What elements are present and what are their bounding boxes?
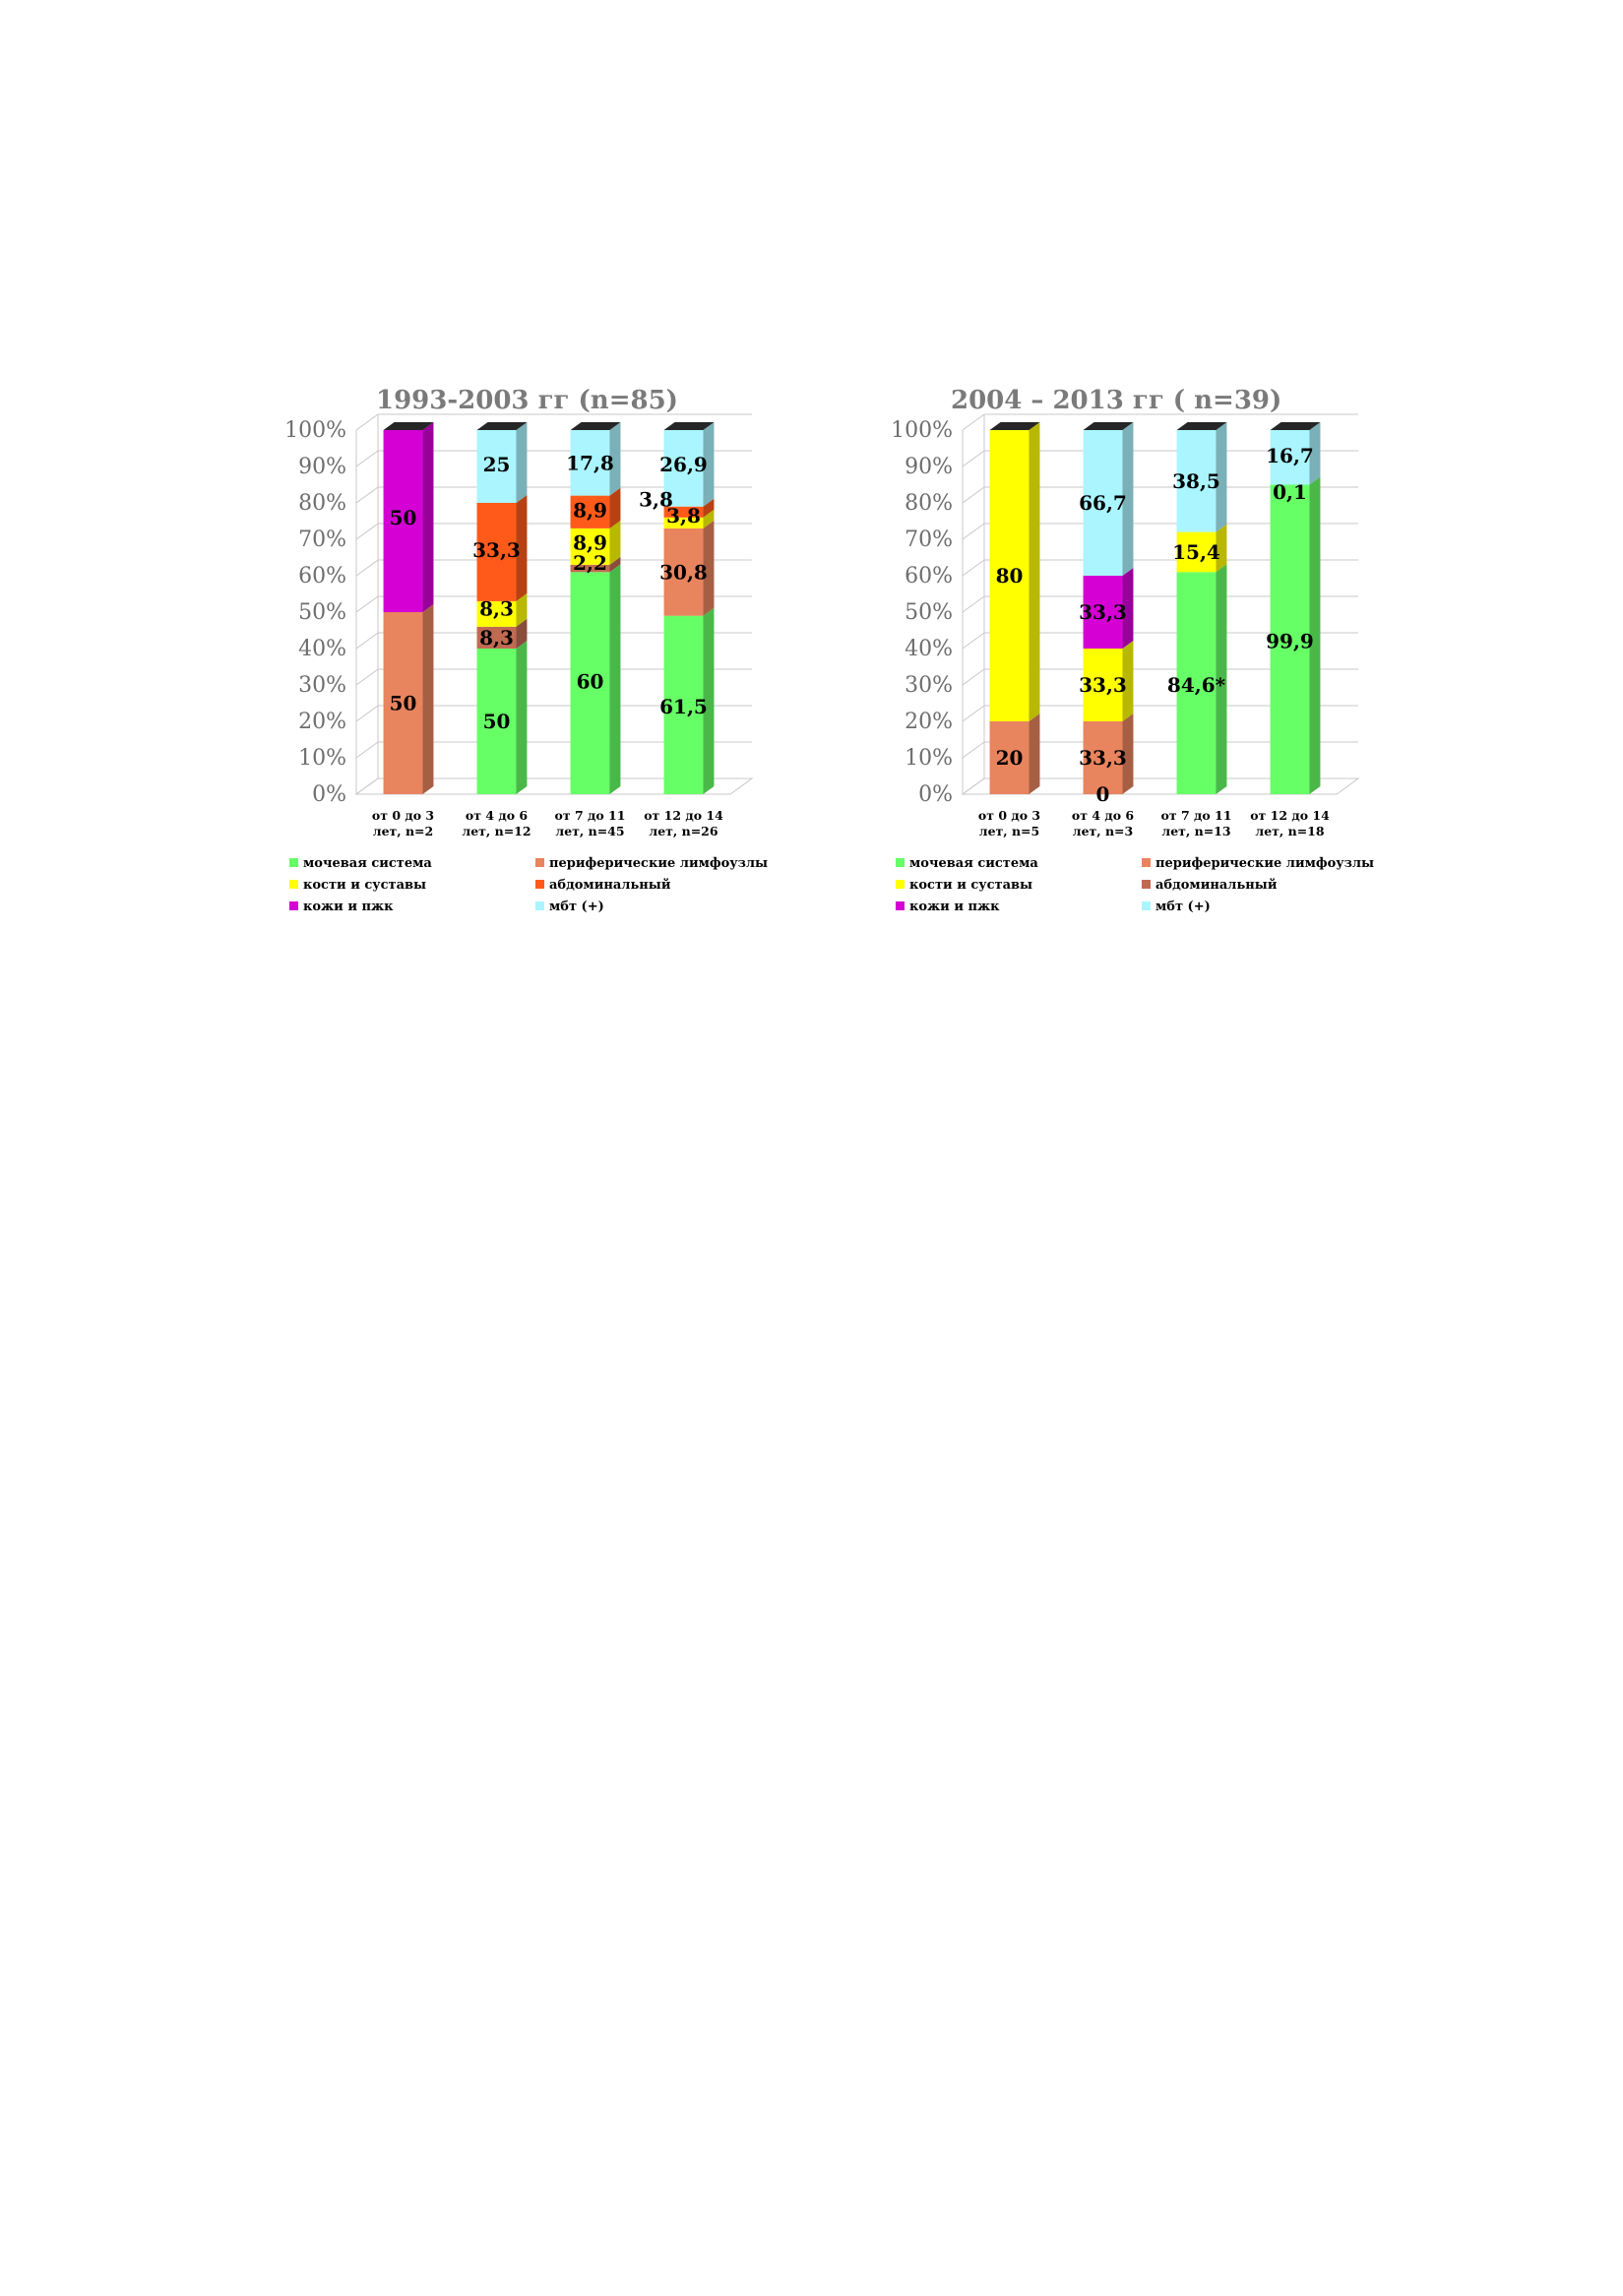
legend-entry: кожи и пжк [909, 900, 1000, 914]
gridline-side [356, 669, 378, 685]
gridline-side [963, 524, 984, 539]
data-label: 33,3 [1079, 673, 1127, 697]
y-tick-label: 40% [905, 637, 953, 661]
legend-swatch [535, 901, 544, 910]
data-label: 66,7 [1079, 491, 1127, 515]
data-label: 61,5 [659, 695, 708, 719]
y-tick-label: 60% [905, 564, 953, 589]
gridline-side [963, 596, 984, 612]
data-label: 30,8 [659, 560, 708, 585]
gridline-side [356, 524, 378, 539]
y-tick-label: 0% [312, 782, 346, 807]
y-tick-label: 100% [891, 418, 953, 443]
data-label: 84,6* [1166, 673, 1226, 697]
gridline-side [356, 414, 378, 430]
data-label: 20 [995, 746, 1024, 770]
legend-swatch [896, 880, 905, 889]
y-tick-label: 70% [905, 527, 953, 552]
data-label: 50 [389, 691, 417, 715]
y-tick-label: 20% [905, 710, 953, 734]
data-label: 16,7 [1266, 443, 1314, 467]
y-tick-label: 0% [918, 782, 953, 807]
y-tick-label: 30% [905, 673, 953, 698]
data-label: 3,8 [639, 487, 673, 512]
bar-stack [990, 422, 1040, 794]
legend-entry: мбт (+) [1155, 900, 1211, 914]
y-tick-label: 10% [298, 746, 346, 771]
y-tick-label: 50% [298, 600, 346, 625]
data-label: 33,3 [472, 538, 521, 563]
x-tick-label: от 4 до 6 [465, 808, 529, 823]
chart-title: 1993-2003 гг (n=85) [376, 386, 678, 415]
legend-entry: кости и суставы [909, 878, 1033, 893]
chart-1993-2003 [258, 379, 789, 930]
legend-swatch [289, 880, 298, 889]
bar-stack [571, 422, 621, 794]
y-tick-label: 50% [905, 600, 953, 625]
y-tick-label: 10% [905, 746, 953, 771]
gridline-side [356, 706, 378, 721]
legend-swatch [1142, 880, 1151, 889]
legend-entry: периферические лимфоузлы [549, 856, 769, 871]
gridline-side [356, 560, 378, 576]
x-tick-label: лет, n=45 [555, 824, 625, 838]
legend-entry: периферические лимфоузлы [1155, 856, 1375, 871]
legend-entry: кости и суставы [303, 878, 427, 893]
x-tick-label: лет, n=13 [1161, 824, 1231, 838]
x-tick-label: лет, n=18 [1255, 824, 1325, 838]
y-tick-label: 80% [298, 491, 346, 516]
legend-swatch [289, 901, 298, 910]
y-tick-label: 30% [298, 673, 346, 698]
data-label: 3,8 [666, 503, 701, 527]
legend-swatch [535, 880, 544, 889]
legend-entry: мочевая система [909, 856, 1038, 871]
data-label: 33,3 [1079, 746, 1127, 770]
data-label: 8,3 [479, 625, 514, 650]
x-tick-label: лет, n=12 [462, 824, 531, 838]
gridline-side [963, 451, 984, 466]
y-tick-label: 70% [298, 527, 346, 552]
data-label: 50 [482, 710, 511, 733]
x-tick-label: от 7 до 11 [554, 808, 626, 823]
data-label: 38,5 [1172, 468, 1220, 493]
chart-svg [864, 379, 1396, 930]
bar-segment-side [422, 422, 433, 612]
data-label: 2,2 [573, 551, 607, 576]
legend [289, 856, 768, 914]
legend-swatch [896, 901, 905, 910]
y-tick-label: 20% [298, 710, 346, 734]
data-label: 80 [995, 564, 1024, 588]
data-label: 25 [482, 453, 511, 477]
gridline-side [963, 706, 984, 721]
y-tick-label: 90% [905, 455, 953, 479]
data-label: 8,9 [573, 498, 607, 523]
gridline-side [963, 669, 984, 685]
bar-segment-side [1029, 714, 1039, 794]
bar-segment-side [516, 641, 527, 794]
x-tick-label: от 4 до 6 [1071, 808, 1135, 823]
data-label: 99,9 [1266, 629, 1314, 653]
y-tick-label: 60% [298, 564, 346, 589]
y-tick-label: 90% [298, 455, 346, 479]
data-label: 8,3 [479, 596, 514, 621]
legend-entry: абдоминальный [549, 878, 671, 893]
x-tick-label: лет, n=3 [1072, 824, 1134, 838]
legend-swatch [896, 858, 905, 867]
chart-2004-2013 [864, 379, 1396, 930]
bar-segment-side [609, 564, 620, 794]
y-tick-label: 100% [284, 418, 346, 443]
bar-segment-side [422, 604, 433, 794]
data-label: 15,4 [1172, 539, 1220, 564]
bar-stack [664, 422, 715, 794]
x-tick-label: от 0 до 3 [371, 808, 435, 823]
legend-entry: мбт (+) [549, 900, 604, 914]
gridline-side [356, 633, 378, 649]
data-label: 0 [1095, 782, 1110, 806]
legend-swatch [1142, 901, 1151, 910]
gridline-side [356, 742, 378, 758]
gridline-side [356, 451, 378, 466]
data-label: 17,8 [566, 451, 614, 475]
bar-stack [384, 422, 434, 794]
bar-segment-side [516, 422, 527, 503]
data-label: 26,9 [659, 453, 708, 477]
data-label: 0,1 [1273, 479, 1307, 504]
data-label: 50 [389, 505, 417, 529]
bar-stack [1271, 422, 1321, 794]
legend-swatch [535, 858, 544, 867]
legend-swatch [289, 858, 298, 867]
x-tick-label: от 12 до 14 [644, 808, 723, 823]
gridline-side [963, 487, 984, 503]
x-tick-label: лет, n=5 [978, 824, 1040, 838]
chart-svg [258, 379, 789, 930]
x-tick-label: от 0 до 3 [977, 808, 1041, 823]
data-label: 60 [576, 669, 604, 694]
legend-entry: мочевая система [303, 856, 432, 871]
chart-title: 2004 – 2013 гг ( n=39) [951, 386, 1282, 415]
y-tick-label: 80% [905, 491, 953, 516]
x-tick-label: от 7 до 11 [1160, 808, 1232, 823]
y-tick-label: 40% [298, 637, 346, 661]
bar-segment-side [1029, 422, 1039, 721]
legend-entry: абдоминальный [1155, 878, 1278, 893]
gridline-side [963, 633, 984, 649]
data-label: 8,9 [573, 530, 607, 555]
x-tick-label: лет, n=2 [372, 824, 434, 838]
gridline-side [963, 560, 984, 576]
x-tick-label: от 12 до 14 [1250, 808, 1330, 823]
legend-swatch [1142, 858, 1151, 867]
gridline-side [963, 414, 984, 430]
legend [896, 856, 1374, 914]
gridline-side [356, 596, 378, 612]
gridline-side [963, 742, 984, 758]
data-label: 33,3 [1079, 600, 1127, 624]
x-tick-label: лет, n=26 [649, 824, 718, 838]
legend-entry: кожи и пжк [303, 900, 394, 914]
gridline-side [356, 487, 378, 503]
